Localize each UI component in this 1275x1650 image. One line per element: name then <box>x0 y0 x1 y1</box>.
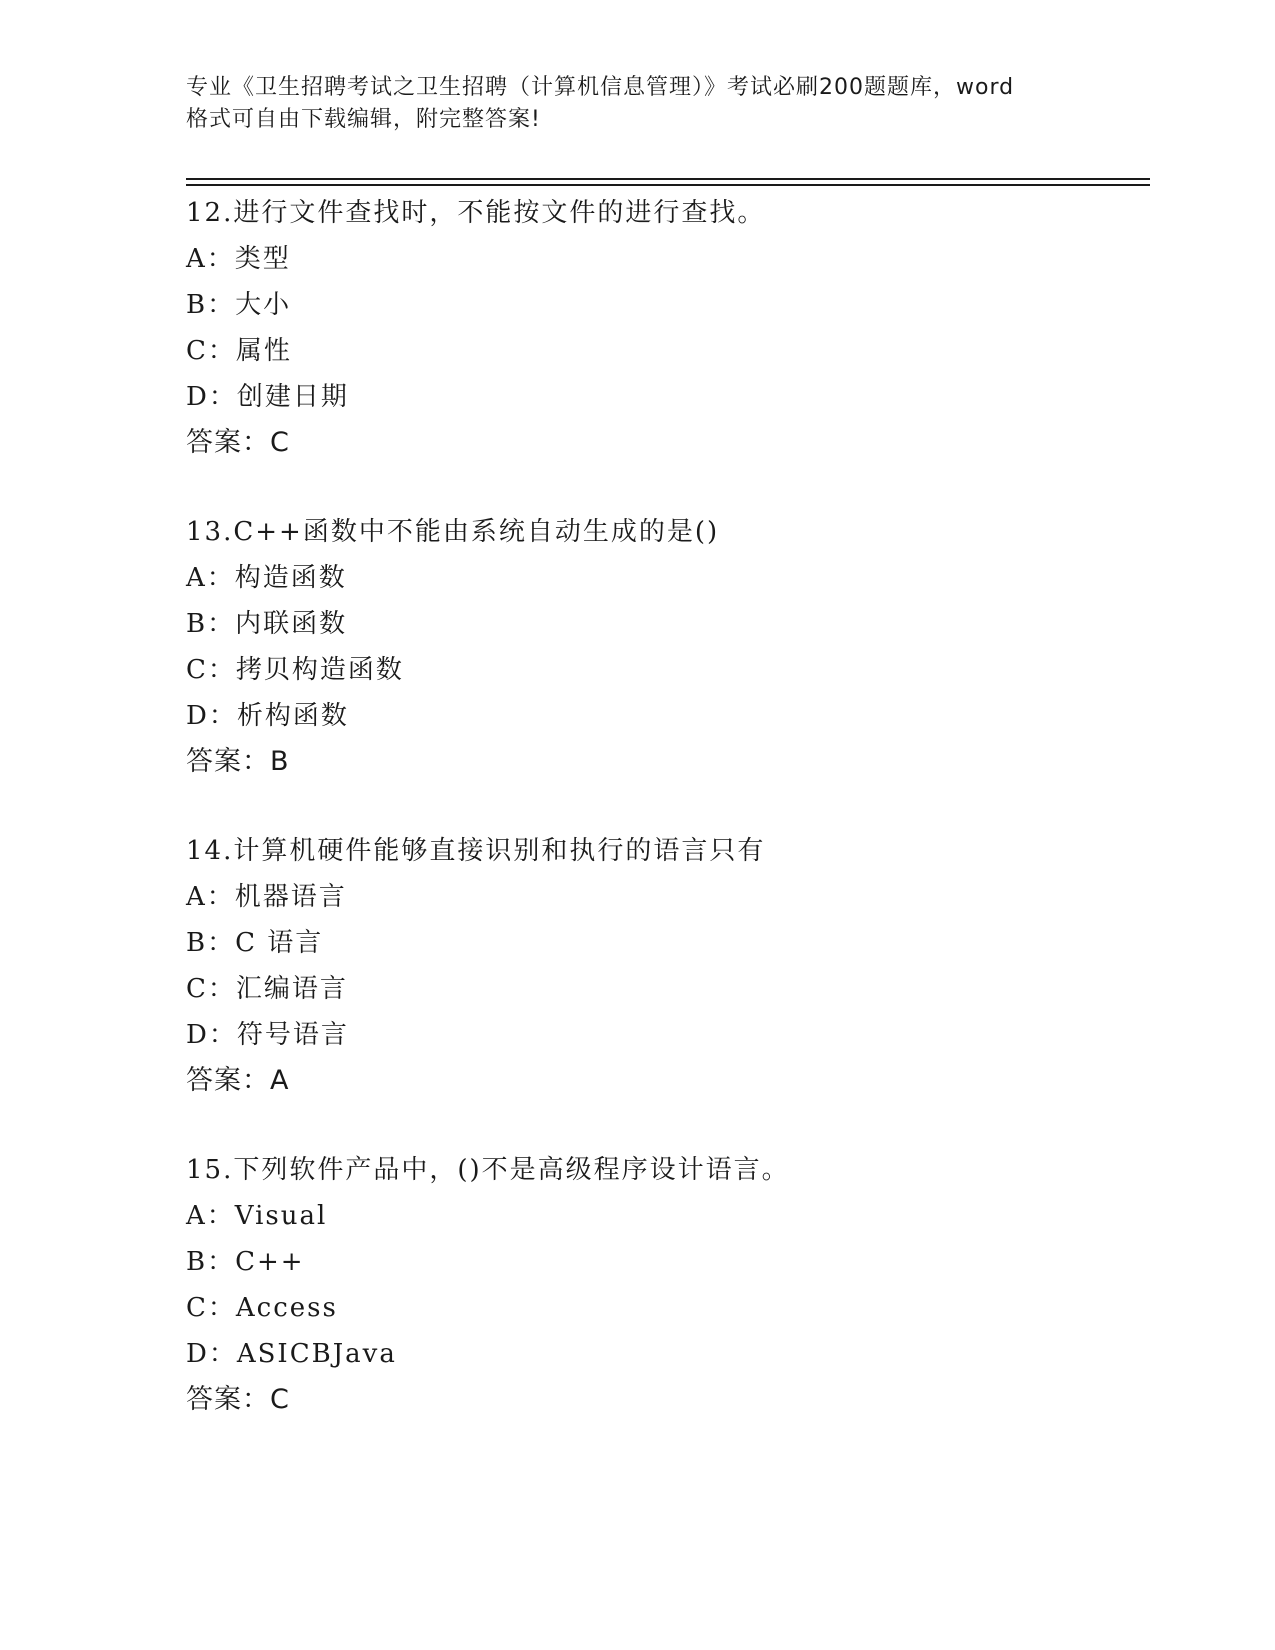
question-stem: 13.C++函数中不能由系统自动生成的是() <box>186 517 720 547</box>
question-15 <box>186 1147 1146 1423</box>
answer-line: 答案：C <box>186 427 290 458</box>
answer-line: 答案：C <box>186 1384 290 1415</box>
option-d: D：析构函数 <box>186 701 349 731</box>
question-stem: 12.进行文件查找时，不能按文件的进行查找。 <box>186 198 766 228</box>
option-d: D：符号语言 <box>186 1020 349 1050</box>
header-line-1: 专业《卫生招聘考试之卫生招聘（计算机信息管理）》考试必刷200题题库，word <box>186 75 1015 100</box>
question-14 <box>186 828 1146 1104</box>
header-divider-top <box>186 178 1150 180</box>
option-c: C：拷贝构造函数 <box>186 655 404 685</box>
option-a: A：类型 <box>186 244 291 274</box>
option-b: B：内联函数 <box>186 609 348 639</box>
question-stem: 15.下列软件产品中，()不是高级程序设计语言。 <box>186 1155 790 1185</box>
question-stem: 14.计算机硬件能够直接识别和执行的语言只有 <box>186 836 766 866</box>
option-b: B：大小 <box>186 290 292 320</box>
question-list <box>186 190 1146 1466</box>
option-c: C：汇编语言 <box>186 974 348 1004</box>
option-d: D：创建日期 <box>186 382 349 412</box>
answer-line: 答案：B <box>186 746 290 777</box>
option-a: A：Visual <box>186 1201 328 1231</box>
option-c: C：Access <box>186 1293 338 1323</box>
option-b: B：C 语言 <box>186 928 324 958</box>
question-13 <box>186 509 1146 785</box>
answer-line: 答案：A <box>186 1065 290 1096</box>
option-a: A：机器语言 <box>186 882 347 912</box>
option-d: D：ASICBJava <box>186 1339 397 1369</box>
option-c: C：属性 <box>186 336 292 366</box>
header-divider-bottom <box>186 184 1150 186</box>
header-line-2: 格式可自由下载编辑，附完整答案! <box>186 107 541 132</box>
question-12 <box>186 190 1146 466</box>
option-b: B：C++ <box>186 1247 305 1277</box>
document-header <box>186 72 1086 136</box>
option-a: A：构造函数 <box>186 563 347 593</box>
